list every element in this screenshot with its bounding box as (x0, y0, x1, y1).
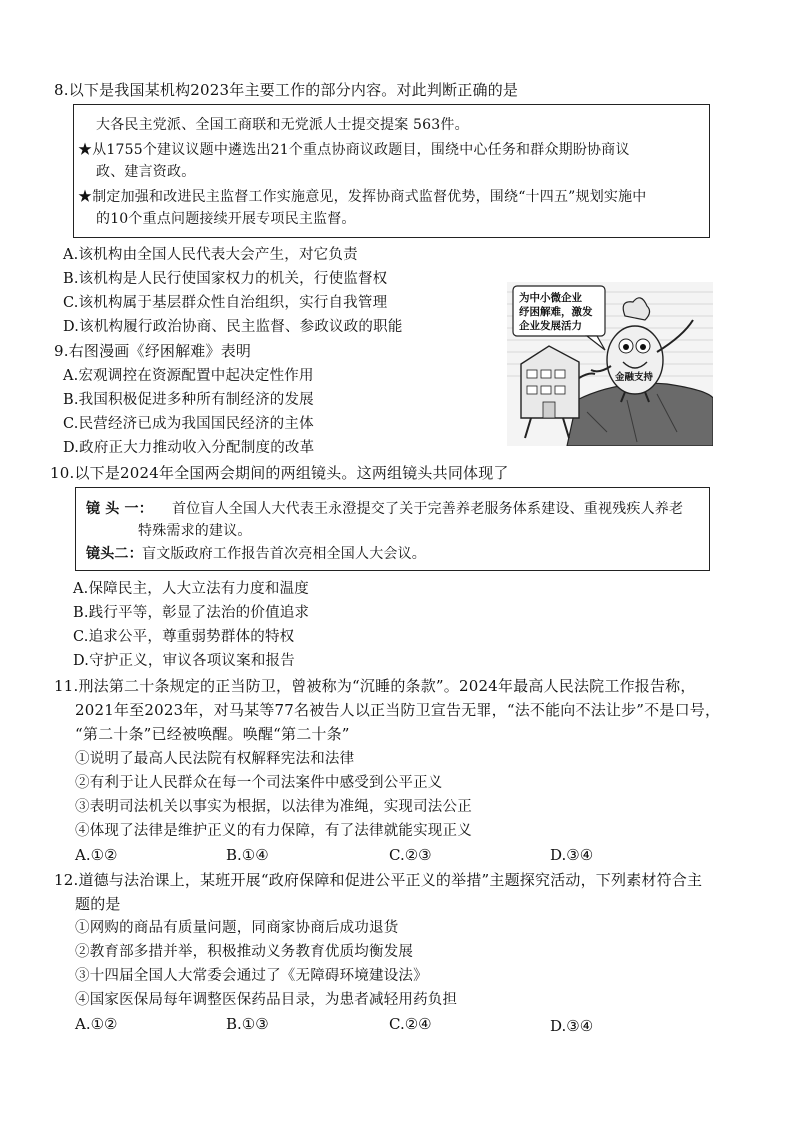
q10-stem: 10.以下是2024年全国两会期间的两组镜头。这两组镜头共同体现了 (50, 464, 509, 482)
q8-option-a: A.该机构由全国人民代表大会产生，对它负责 (63, 247, 358, 263)
cartoon-relief-illustration (507, 282, 713, 446)
bubble-text-2: 纾困解难，激发 (519, 306, 593, 318)
q11-item-3: ③表明司法机关以事实为根据，以法律为准绳，实现司法公正 (75, 799, 472, 815)
q8-material-box (73, 104, 710, 238)
q10-option-b: B.践行平等，彰显了法治的价值追求 (73, 605, 310, 621)
q11-option-b: B.①④ (226, 846, 269, 864)
q10-shot1-title: 镜 头 一： (86, 501, 153, 517)
q10-shot1-line2: 特殊需求的建议。 (138, 523, 252, 539)
q11-stem-line-1: 11.刑法第二十条规定的正当防卫，曾被称为“沉睡的条款”。2024年最高人民法院工作报告称， (54, 677, 696, 695)
q8-box-line-2: ★从1755个建议议题中遴选出21个重点协商议政题目，围绕中心任务和群众期盼协商议 (78, 142, 630, 158)
q11-item-4: ④体现了法律是维护正义的有力保障，有了法律就能实现正义 (75, 823, 472, 839)
q12-option-c: C.②④ (389, 1015, 432, 1033)
q8-box-line-3: 政、建言资政。 (96, 164, 196, 180)
q10-material-box (75, 487, 710, 571)
q9-option-c: C.民营经济已成为我国国民经济的主体 (63, 416, 314, 432)
q9-option-a: A.宏观调控在资源配置中起决定性作用 (63, 368, 314, 384)
q8-stem: 8.以下是我国某机构2023年主要工作的部分内容。对此判断正确的是 (54, 81, 519, 99)
q12-item-3: ③十四届全国人大常委会通过了《无障碍环境建设法》 (75, 968, 428, 984)
q12-option-d: D.③④ (550, 1017, 594, 1035)
q11-stem-line-2: 2021年至2023年，对马某等77名被告人以正当防卫宣告无罪，“法不能向不法让步”不是口号， (75, 701, 721, 719)
q10-shot2-text: 盲文版政府工作报告首次亮相全国人大会议。 (142, 546, 426, 562)
q12-item-4: ④国家医保局每年调整医保药品目录，为患者减轻用药负担 (75, 992, 458, 1008)
q12-stem-line-2: 题的是 (75, 895, 121, 913)
q12-item-2: ②教育部多措并举，积极推动义务教育优质均衡发展 (75, 944, 414, 960)
q8-box-line-4: ★制定加强和改进民主监督工作实施意见，发挥协商式监督优势，围绕“十四五”规划实施中 (78, 189, 647, 205)
q12-option-a: A.①② (75, 1015, 118, 1033)
bubble-text-1: 为中小微企业 (519, 292, 582, 304)
bag-label: 金融支持 (615, 372, 654, 383)
q11-option-c: C.②③ (389, 846, 432, 864)
q8-option-b: B.该机构是人民行使国家权力的机关，行使监督权 (63, 271, 388, 287)
q12-item-1: ①网购的商品有质量问题，同商家协商后成功退货 (75, 920, 399, 936)
q11-item-1: ①说明了最高人民法院有权解释宪法和法律 (75, 751, 355, 767)
q11-item-2: ②有利于让人民群众在每一个司法案件中感受到公平正义 (75, 775, 443, 791)
q11-option-a: A.①② (75, 846, 118, 864)
q9-stem: 9.右图漫画《纾困解难》表明 (54, 342, 252, 360)
q10-option-a: A.保障民主，人大立法有力度和温度 (73, 581, 309, 597)
q8-box-line-1: 大各民主党派、全国工商联和无党派人士提交提案 563件。 (96, 117, 469, 133)
q8-option-d: D.该机构履行政治协商、民主监督、参政议政的职能 (63, 319, 403, 335)
q10-option-c: C.追求公平，尊重弱势群体的特权 (73, 629, 295, 645)
q8-option-c: C.该机构属于基层群众性自治组织，实行自我管理 (63, 295, 388, 311)
bubble-text-3: 企业发展活力 (519, 320, 582, 332)
q9-option-d: D.政府正大力推动收入分配制度的改革 (63, 440, 315, 456)
q10-shot2-title: 镜头二： (86, 546, 143, 562)
q9-option-b: B.我国积极促进多种所有制经济的发展 (63, 392, 314, 408)
q10-shot1-line1: 首位盲人全国人大代表王永澄提交了关于完善养老服务体系建设、重视残疾人养老 (172, 501, 684, 517)
q8-box-line-5: 的10个重点问题接续开展专项民主监督。 (96, 211, 356, 227)
q10-option-d: D.守护正义，审议各项议案和报告 (73, 653, 295, 669)
q11-stem-line-3: “第二十条”已经被唤醒。唤醒“第二十条” (75, 725, 350, 743)
q12-stem-line-1: 12.道德与法治课上，某班开展“政府保障和促进公平正义的举措”主题探究活动，下列素材符合主 (54, 871, 703, 889)
q12-option-b: B.①③ (226, 1015, 269, 1033)
q11-option-d: D.③④ (550, 846, 594, 864)
